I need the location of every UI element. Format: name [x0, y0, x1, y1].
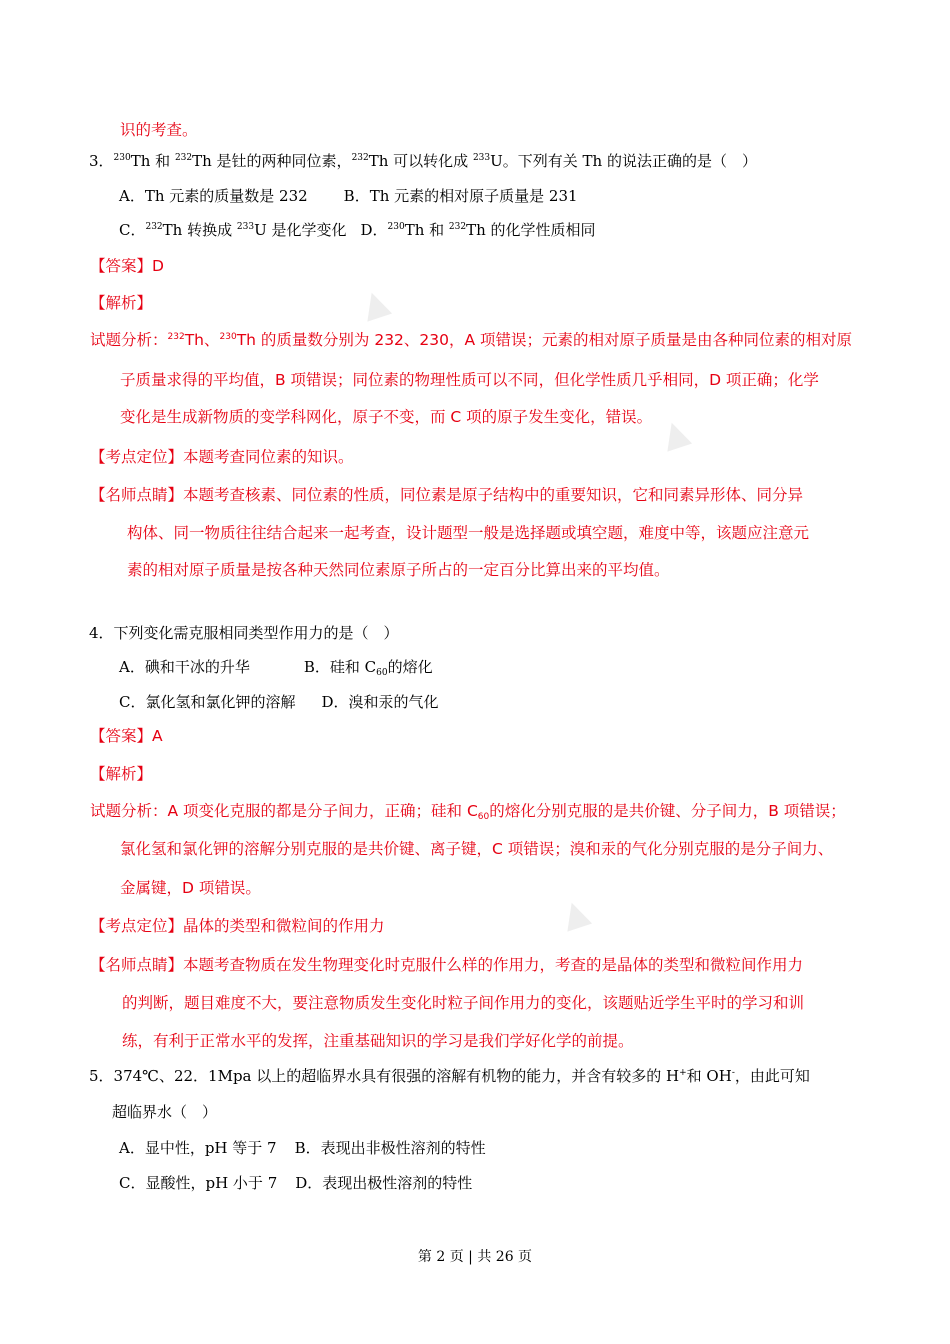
option-c: C．显酸性，pH 小于 7: [119, 1174, 278, 1192]
analysis-line: 金属键，D 项错误。: [120, 879, 261, 897]
analysis-line: 变化是生成新物质的变学科网化，原子不变，而 C 项的原子发生变化，错误。: [120, 408, 653, 426]
question-3-options-ab: [119, 185, 578, 206]
analysis-line: 氯化氢和氯化钾的溶解分别克服的是共价键、离子键，C 项错误；溴和汞的气化分别克服的是分子间力、: [120, 840, 834, 858]
teacher-comment: 的判断，题目难度不大，要注意物质发生变化时粒子间作用力的变化，该题贴近学生平时的学习和训: [122, 994, 805, 1012]
teacher-comment: 【名师点睛】本题考查核素、同位素的性质，同位素是原子结构中的重要知识，它和同素异形体、同分异: [90, 486, 804, 504]
question-5-stem-cont: 超临界水（ ）: [112, 1103, 218, 1121]
option-a: A．碘和干冰的升华: [119, 658, 250, 676]
option-c: C．氯化氢和氯化钾的溶解: [119, 693, 296, 711]
analysis-label: 【解析】: [90, 294, 153, 312]
option-b: B．表现出非极性溶剂的特性: [294, 1139, 486, 1157]
page-footer: 第 2 页 | 共 26 页: [417, 1249, 533, 1265]
analysis-label: 【解析】: [90, 765, 153, 783]
analysis-line: 子质量求得的平均值，B 项错误；同位素的物理性质可以不同，但化学性质几乎相同，D 项正确；化学: [120, 371, 819, 389]
question-3-options-cd: [119, 219, 596, 240]
question-3-stem: 3．$^{230}$Th 和 $^{232}$Th 是钍的两种同位素，$^{232}$Th 可以转化成 $^{233}$U。下列有关 Th 的说法正确的是（ ）: [89, 152, 757, 170]
watermark-logo: ▲: [356, 269, 426, 327]
key-point: 【考点定位】本题考查同位素的知识。: [90, 448, 354, 466]
watermark-logo: ▲: [656, 399, 726, 457]
question-4-options-ab: [119, 656, 433, 678]
question-5-stem: 5．374℃、22．1Mpa 以上的超临界水具有很强的溶解有机物的能力，并含有较多的 H+和 OH-，由此可知: [89, 1067, 810, 1085]
teacher-comment: 素的相对原子质量是按各种天然同位素原子所占的一定百分比算出来的平均值。: [127, 561, 670, 579]
question-5-options-ab: [119, 1137, 486, 1158]
option-a: A．显中性，pH 等于 7: [119, 1139, 277, 1157]
key-point: 【考点定位】晶体的类型和微粒间的作用力: [90, 917, 385, 935]
option-b: B．Th 元素的相对原子质量是 231: [343, 187, 578, 205]
analysis-line: 试题分析：$^{232}$Th、$^{230}$Th 的质量数分别为 232、230，A 项错误；元素的相对原子质量是由各种同位素的相对原: [90, 331, 853, 349]
option-c: C．$^{232}$Th 转换成 $^{233}$U 是化学变化: [119, 221, 347, 239]
teacher-comment: 构体、同一物质往往结合起来一起考查，设计题型一般是选择题或填空题，难度中等，该题应注意元: [127, 524, 810, 542]
answer-label: 【答案】D: [90, 257, 164, 275]
option-a: A．Th 元素的质量数是 232: [119, 187, 308, 205]
teacher-comment: 【名师点睛】本题考查物质在发生物理变化时克服什么样的作用力，考查的是晶体的类型和微粒间作用力: [90, 956, 804, 974]
question-4-stem: 4．下列变化需克服相同类型作用力的是（ ）: [89, 624, 399, 642]
option-d: D．$^{230}$Th 和 $^{232}$Th 的化学性质相同: [360, 221, 596, 239]
analysis-line: 试题分析：A 项变化克服的都是分子间力，正确；硅和 $C_{60}$的熔化分别克服的是共价键、分子间力，B 项错误；: [90, 802, 846, 822]
question-5-options-cd: [119, 1172, 472, 1193]
answer-label: 【答案】A: [90, 727, 163, 745]
option-b: B．硅和 $C_{60}$的熔化: [303, 658, 433, 678]
analysis-tail: 识的考查。: [120, 121, 198, 139]
watermark-logo: ▲: [556, 879, 626, 937]
teacher-comment: 练，有利于正常水平的发挥，注重基础知识的学习是我们学好化学的前提。: [122, 1032, 634, 1050]
option-d: D．溴和汞的气化: [321, 693, 439, 711]
question-4-options-cd: [119, 691, 439, 712]
option-d: D．表现出极性溶剂的特性: [295, 1174, 473, 1192]
